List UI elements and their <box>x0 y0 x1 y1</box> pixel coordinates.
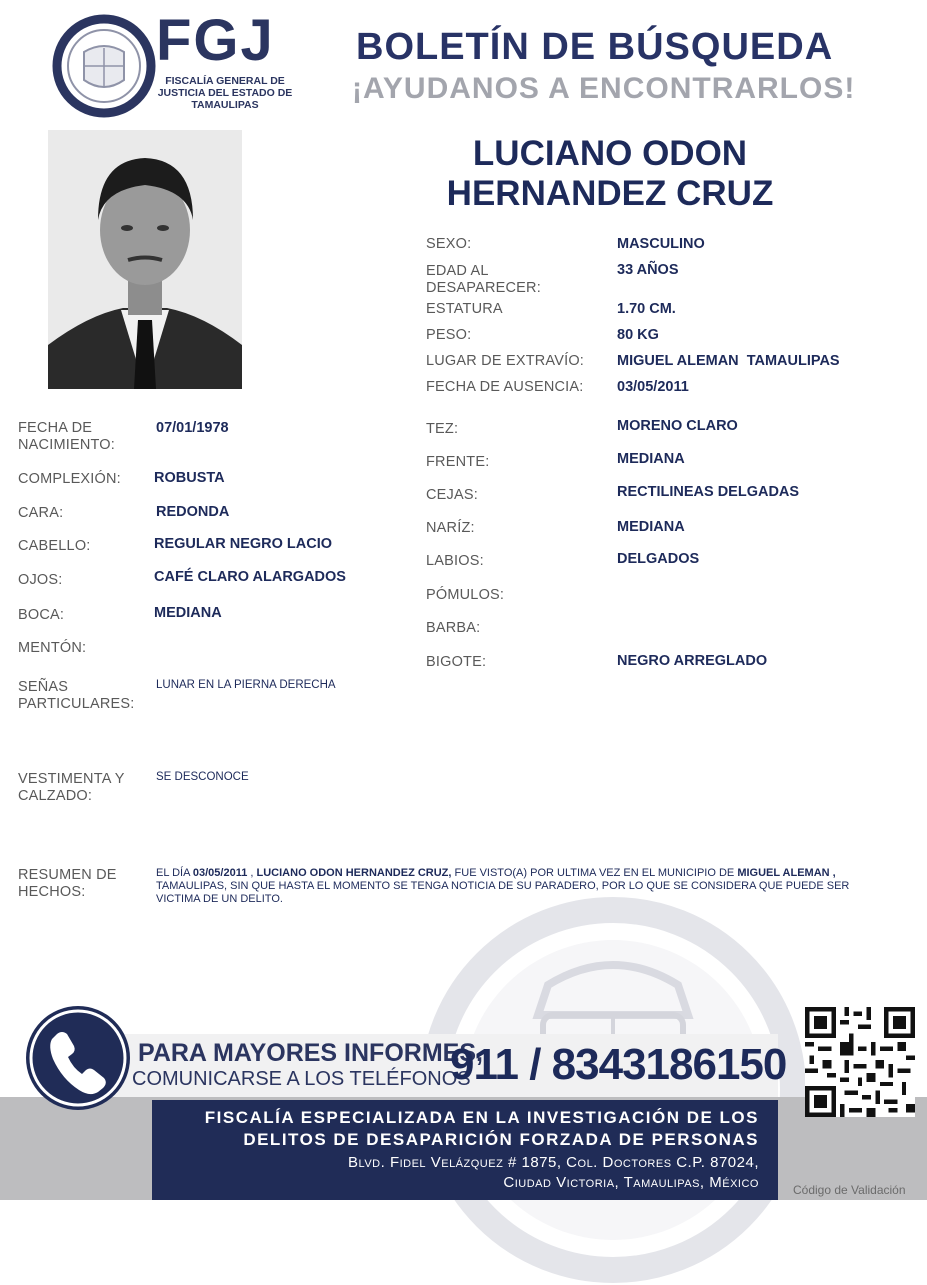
value-fecha-ausencia: 03/05/2011 <box>617 379 689 395</box>
person-name-line1: LUCIANO ODON <box>472 134 748 173</box>
summary-date: 03/05/2011 <box>192 867 248 879</box>
label-frente: FRENTE: <box>426 454 490 470</box>
label-cara: CARA: <box>18 505 64 521</box>
label-peso: PESO: <box>426 327 472 343</box>
label-labios: LABIOS: <box>426 553 484 569</box>
value-estatura: 1.70 CM. <box>617 301 676 317</box>
seal-icon <box>52 14 156 118</box>
label-bigote: BIGOTE: <box>426 654 487 670</box>
value-lugar: MIGUEL ALEMAN TAMAULIPAS <box>617 353 840 369</box>
value-peso: 80 KG <box>617 327 659 343</box>
summary-part-1: EL DÍA <box>156 867 193 879</box>
value-vestimenta: SE DESCONOCE <box>156 771 249 783</box>
summary-place: MIGUEL ALEMAN , <box>737 867 836 879</box>
value-fecha-nacimiento: 07/01/1978 <box>156 420 229 436</box>
person-photo <box>48 130 242 389</box>
page-title: BOLETÍN DE BÚSQUEDA <box>356 26 834 68</box>
label-cejas: CEJAS: <box>426 487 478 503</box>
value-sexo: MASCULINO <box>617 236 705 252</box>
qr-code-icon[interactable] <box>805 1007 915 1117</box>
summary-part-3: FUE VISTO(A) POR ULTIMA VEZ EN EL MUNICIPIO DE <box>451 867 738 879</box>
label-complexion: COMPLEXIÓN: <box>18 471 121 487</box>
summary-text <box>156 867 856 906</box>
label-edad: EDAD AL DESAPARECER: <box>426 263 541 296</box>
more-info-text: PARA MAYORES INFORMES, <box>138 1039 483 1067</box>
label-fecha-nacimiento: FECHA DE NACIMIENTO: <box>18 420 115 453</box>
value-complexion: ROBUSTA <box>154 470 225 486</box>
summary-part-2: , <box>247 867 257 879</box>
value-nariz: MEDIANA <box>617 519 685 535</box>
phone-number[interactable]: 911 / 8343186150 <box>450 1040 787 1089</box>
value-cara: REDONDA <box>156 504 230 520</box>
logo-subtitle: FISCALÍA GENERAL DE JUSTICIA DEL ESTADO DE TAMAULIPAS <box>157 75 293 112</box>
summary-name: LUCIANO ODON HERNANDEZ CRUZ, <box>256 867 452 879</box>
value-frente: MEDIANA <box>617 451 685 467</box>
agency-line-1: FISCALÍA ESPECIALIZADA EN LA INVESTIGACIÓN DE LOS <box>204 1108 759 1127</box>
agency-line-2: DELITOS DE DESAPARICIÓN FORZADA DE PERSONAS <box>243 1130 759 1149</box>
address-line-1: Blvd. Fidel Velázquez # 1875, Col. Doctores C.P. 87024, <box>348 1154 759 1171</box>
phone-icon <box>24 1004 132 1112</box>
call-phones-text: COMUNICARSE A LOS TELÉFONOS <box>132 1068 471 1090</box>
value-labios: DELGADOS <box>617 551 700 567</box>
value-senas: LUNAR EN LA PIERNA DERECHA <box>156 679 336 691</box>
person-name-line2: HERNANDEZ CRUZ <box>446 174 774 213</box>
value-bigote: NEGRO ARREGLADO <box>617 653 768 669</box>
value-tez: MORENO CLARO <box>617 418 738 434</box>
label-menton: MENTÓN: <box>18 640 87 656</box>
label-fecha-ausencia: FECHA DE AUSENCIA: <box>426 379 584 395</box>
label-pomulos: PÓMULOS: <box>426 587 505 603</box>
value-ojos: CAFÉ CLARO ALARGADOS <box>154 569 346 585</box>
value-cejas: RECTILINEAS DELGADAS <box>617 484 800 500</box>
label-ojos: OJOS: <box>18 572 63 588</box>
label-boca: BOCA: <box>18 607 65 623</box>
label-lugar: LUGAR DE EXTRAVÍO: <box>426 353 585 369</box>
validation-code-label: Código de Validación <box>793 1183 906 1197</box>
label-sexo: SEXO: <box>426 236 472 252</box>
label-barba: BARBA: <box>426 620 481 636</box>
value-cabello: REGULAR NEGRO LACIO <box>154 536 333 552</box>
label-estatura: ESTATURA <box>426 301 503 317</box>
value-boca: MEDIANA <box>154 605 222 621</box>
person-name <box>420 134 800 214</box>
label-vestimenta: VESTIMENTA Y CALZADO: <box>18 771 125 804</box>
address-line-2: Ciudad Victoria, Tamaulipas, México <box>503 1174 759 1191</box>
label-nariz: NARÍZ: <box>426 520 475 536</box>
label-resumen: RESUMEN DE HECHOS: <box>18 867 117 900</box>
summary-part-4: TAMAULIPAS, SIN QUE HASTA EL MOMENTO SE TENGA NOTICIA DE SU PARADERO, POR LO QUE SE CONSIDERA QUE PUEDE SER VICTIMA DE UN DELITO. <box>156 880 850 905</box>
logo-acronym: FGJ <box>156 8 275 73</box>
page-subtitle: ¡AYUDANOS A ENCONTRARLOS! <box>352 72 856 105</box>
label-tez: TEZ: <box>426 421 459 437</box>
label-cabello: CABELLO: <box>18 538 91 554</box>
value-edad: 33 AÑOS <box>617 262 679 278</box>
label-senas: SEÑAS PARTICULARES: <box>18 679 135 712</box>
